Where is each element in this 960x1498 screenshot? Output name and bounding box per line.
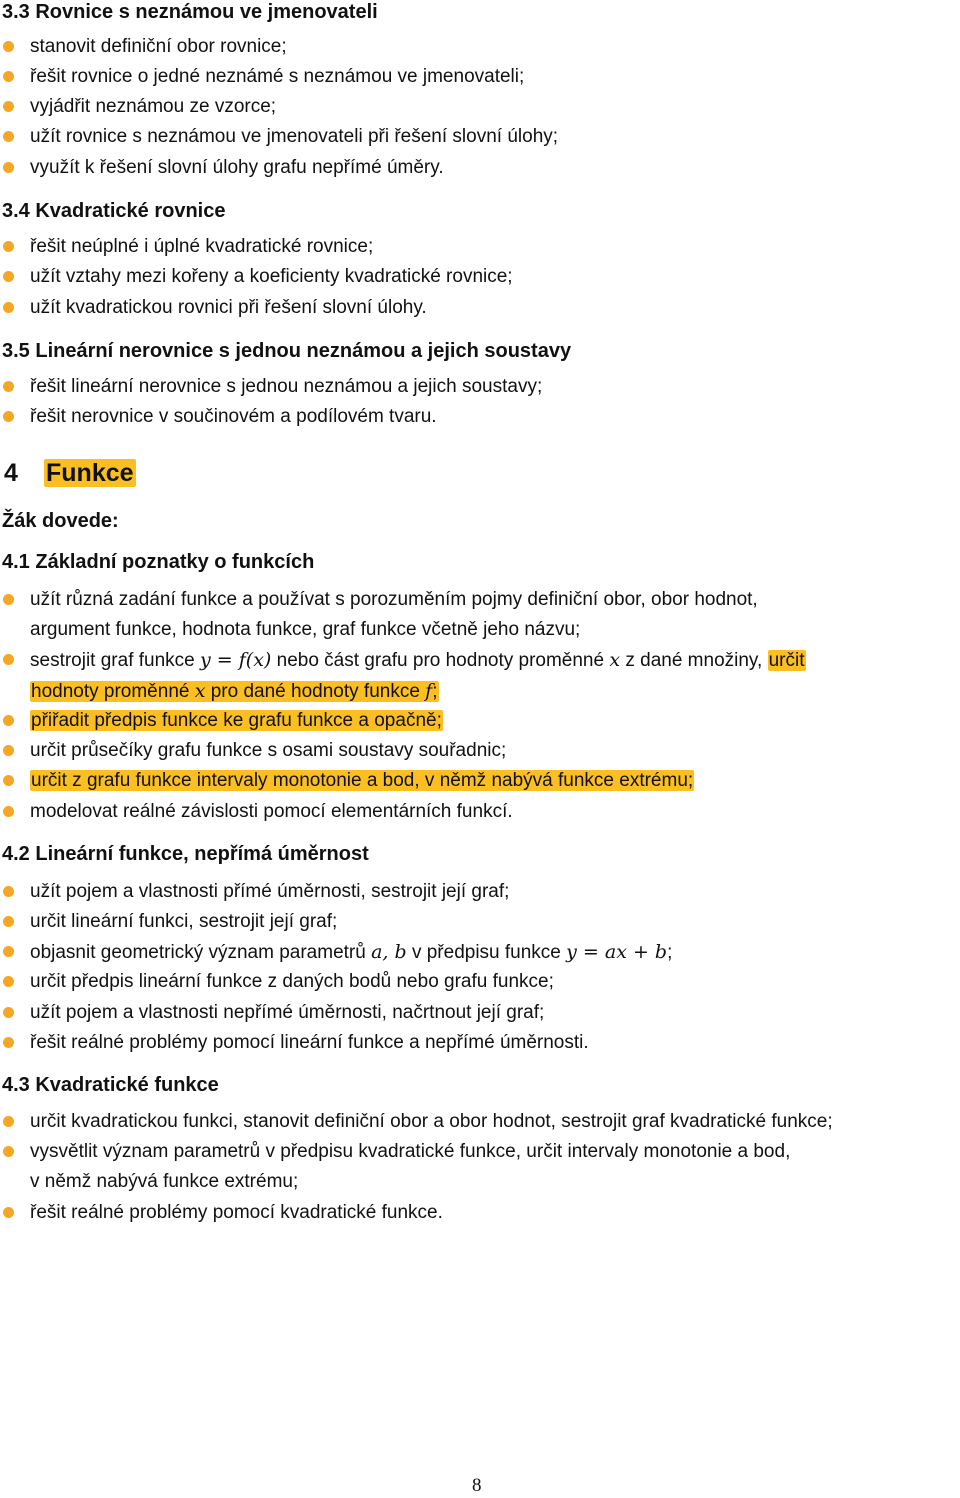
- text-span: nebo část grafu pro hodnoty proměnné: [271, 650, 610, 671]
- bullet-icon: [3, 101, 14, 112]
- math-expression: a, b: [371, 941, 407, 963]
- math-expression: y = ax + b: [566, 941, 668, 963]
- list-item: řešit reálné problémy pomocí lineární funkce a nepřímé úměrnosti.: [30, 1032, 589, 1053]
- list-item: určit kvadratickou funkci, stanovit definiční obor a obor hodnot, sestrojit graf kvadratické funkce;: [30, 1111, 833, 1132]
- bullet-icon: [3, 1116, 14, 1127]
- chapter-number: 4: [4, 459, 18, 487]
- math-expression: x: [194, 680, 206, 702]
- list-item: řešit rovnice o jedné neznámé s neznámou ve jmenovateli;: [30, 66, 525, 87]
- list-item: vysvětlit význam parametrů v předpisu kvadratické funkce, určit intervaly monotonie a bod,: [30, 1141, 791, 1162]
- chapter-heading: [4, 458, 136, 488]
- list-item: užít kvadratickou rovnici při řešení slovní úlohy.: [30, 297, 427, 318]
- math-expression: x: [609, 649, 621, 671]
- bullet-icon: [3, 381, 14, 392]
- text-span: pro dané hodnoty funkce: [205, 681, 426, 702]
- list-item-continuation: argument funkce, hodnota funkce, graf funkce včetně jeho názvu;: [30, 619, 581, 640]
- section-4-1-heading: 4.1 Základní poznatky o funkcích: [2, 551, 315, 573]
- list-item: užít pojem a vlastnosti přímé úměrnosti, sestrojit její graf;: [30, 881, 510, 902]
- text-span: v předpisu funkce: [406, 942, 567, 963]
- list-item: [30, 940, 672, 965]
- list-item: řešit reálné problémy pomocí kvadratické funkce.: [30, 1202, 443, 1223]
- text-span: ;: [667, 942, 673, 963]
- list-item-continuation: v němž nabývá funkce extrému;: [30, 1171, 299, 1192]
- text-span: ;: [432, 681, 438, 702]
- bullet-icon: [3, 916, 14, 927]
- bullet-icon: [3, 946, 14, 957]
- bullet-icon: [3, 71, 14, 82]
- bullet-icon: [3, 715, 14, 726]
- list-item: užít různá zadání funkce a používat s porozuměním pojmy definiční obor, obor hodnot,: [30, 589, 758, 610]
- chapter-title: Funkce: [46, 459, 134, 487]
- bullet-icon: [3, 775, 14, 786]
- list-item: vyjádřit neznámou ze vzorce;: [30, 96, 277, 117]
- bullet-icon: [3, 745, 14, 756]
- chapter-subtitle: Žák dovede:: [2, 510, 119, 532]
- section-3-3-heading: 3.3 Rovnice s neznámou ve jmenovateli: [2, 1, 378, 23]
- text-span: sestrojit graf funkce: [30, 650, 201, 671]
- bullet-icon: [3, 1007, 14, 1018]
- bullet-icon: [3, 806, 14, 817]
- highlighted-text: přiřadit předpis funkce ke grafu funkce a opačně;: [31, 710, 442, 731]
- bullet-icon: [3, 302, 14, 313]
- list-item: modelovat reálné závislosti pomocí elementárních funkcí.: [30, 801, 513, 822]
- bullet-icon: [3, 1037, 14, 1048]
- list-item: určit průsečíky grafu funkce s osami soustavy souřadnic;: [30, 740, 507, 761]
- bullet-icon: [3, 654, 14, 665]
- page-number: 8: [472, 1475, 482, 1496]
- bullet-icon: [3, 271, 14, 282]
- bullet-icon: [3, 886, 14, 897]
- bullet-icon: [3, 41, 14, 52]
- list-item: využít k řešení slovní úlohy grafu nepřímé úměry.: [30, 157, 444, 178]
- list-item: určit předpis lineární funkce z daných bodů nebo grafu funkce;: [30, 971, 554, 992]
- list-item: užít pojem a vlastnosti nepřímé úměrnosti, načrtnout její graf;: [30, 1002, 545, 1023]
- section-3-5-heading: 3.5 Lineární nerovnice s jednou neznámou a jejich soustavy: [2, 340, 572, 362]
- list-item: stanovit definiční obor rovnice;: [30, 36, 287, 57]
- highlighted-text: určit: [768, 650, 805, 671]
- list-item: určit lineární funkci, sestrojit její graf;: [30, 911, 338, 932]
- list-item: [30, 769, 694, 793]
- bullet-icon: [3, 1146, 14, 1157]
- section-3-4-heading: 3.4 Kvadratické rovnice: [2, 200, 226, 222]
- list-item: [30, 648, 806, 673]
- text-span: objasnit geometrický význam parametrů: [30, 942, 372, 963]
- list-item: [30, 709, 443, 733]
- section-4-2-heading: 4.2 Lineární funkce, nepřímá úměrnost: [2, 843, 369, 865]
- text-span: hodnoty proměnné: [31, 681, 195, 702]
- bullet-icon: [3, 411, 14, 422]
- bullet-icon: [3, 1207, 14, 1218]
- section-4-3-heading: 4.3 Kvadratické funkce: [2, 1074, 219, 1096]
- list-item: užít rovnice s neznámou ve jmenovateli při řešení slovní úlohy;: [30, 126, 559, 147]
- list-item: užít vztahy mezi kořeny a koeficienty kvadratické rovnice;: [30, 266, 513, 287]
- text-span: z dané množiny,: [620, 650, 768, 671]
- math-expression: f: [425, 680, 433, 702]
- highlighted-text: určit z grafu funkce intervaly monotonie a bod, v němž nabývá funkce extrému;: [31, 770, 694, 791]
- bullet-icon: [3, 131, 14, 142]
- bullet-icon: [3, 594, 14, 605]
- list-item: řešit neúplné i úplné kvadratické rovnice;: [30, 236, 374, 257]
- highlighted-text: [30, 681, 439, 702]
- bullet-icon: [3, 976, 14, 987]
- math-expression: y = f(x): [200, 649, 272, 671]
- bullet-icon: [3, 241, 14, 252]
- list-item: řešit lineární nerovnice s jednou neznámou a jejich soustavy;: [30, 376, 543, 397]
- list-item: řešit nerovnice v součinovém a podílovém tvaru.: [30, 406, 437, 427]
- bullet-icon: [3, 162, 14, 173]
- list-item-continuation: [30, 679, 439, 704]
